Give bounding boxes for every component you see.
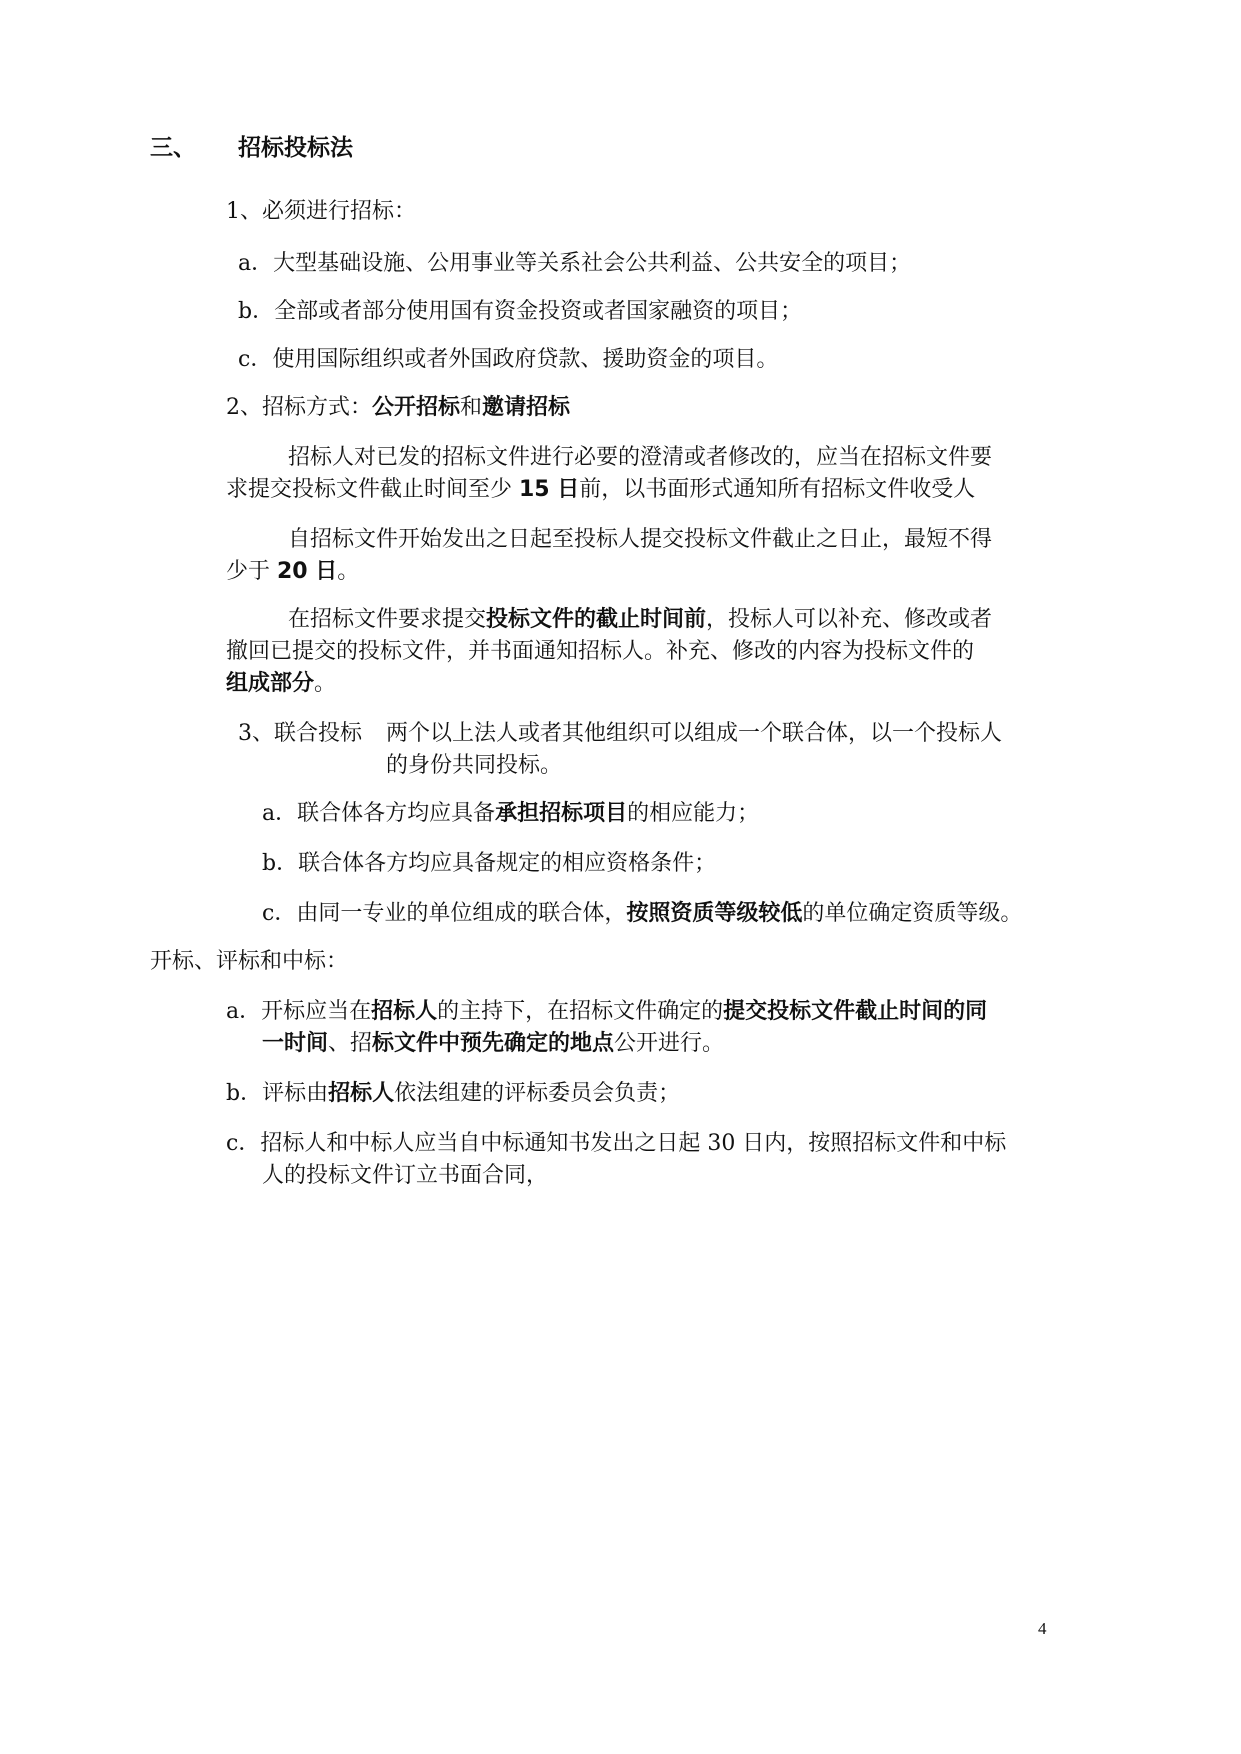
item2-method1: 公开招标 [372,395,461,420]
item3-label: 3、联合投标 [238,721,362,746]
opening-b-bold: 招标人 [328,1081,395,1106]
opening-a-line2-bold1: 一时间 [262,1031,329,1056]
item3-desc-line1: 两个以上法人或者其他组织可以组成一个联合体，以一个投标人 [386,721,1003,746]
item3-c-post: 的单位确定资质等级。 [802,901,1023,926]
item2-line [226,393,570,423]
item2-p3-component: 组成部分 [226,671,315,696]
item2-p1-line2 [226,475,975,505]
item1-title: 1、必须进行招标： [226,199,416,224]
item3-desc-line2: 的身份共同投标。 [386,753,563,778]
item2-and: 和 [460,395,483,420]
page-number: 4 [1038,1619,1047,1638]
item3-a-bold: 承担招标项目 [495,801,628,826]
item3-a [262,799,759,829]
item2-p2-days: 20 日 [277,559,338,584]
opening-a-bold1: 招标人 [371,999,438,1024]
item2-p3-text-b: ，投标人可以补充、修改或者 [706,607,993,632]
section-number: 三、 [150,135,196,161]
item1-b: b．全部或者部分使用国有资金投资或者国家融资的项目； [238,299,803,324]
item2-p2-text-a: 少于 [226,559,277,584]
opening-a-line2-bold2: 标文件中预先确定的地点 [372,1031,615,1056]
item2-method2: 邀请招标 [482,395,571,420]
item2-p3-line3 [226,669,336,699]
item3-b: b．联合体各方均应具备规定的相应资格条件； [262,851,717,876]
opening-a-pre: a．开标应当在 [226,999,372,1024]
opening-c-line2: 人的投标文件订立书面合同， [262,1163,549,1188]
opening-b [226,1079,680,1109]
opening-title: 开标、评标和中标： [150,949,349,974]
item2-p3-line1 [288,605,992,635]
item3-a-post: 的相应能力； [627,801,760,826]
item2-p3-deadline: 投标文件的截止时间前 [486,607,707,632]
item2-p3-end: 。 [314,671,337,696]
opening-a-bold2: 提交投标文件截止时间的同 [723,999,988,1024]
item2-p1-text-a: 求提交投标文件截止时间至少 [226,477,519,502]
item2-p2-text-b: 。 [337,559,360,584]
opening-b-pre: b．评标由 [226,1081,329,1106]
opening-a-line1 [226,997,987,1027]
opening-a-line2 [262,1029,724,1059]
item1-c: c．使用国际组织或者外国政府贷款、援助资金的项目。 [238,347,779,372]
item3-c [262,899,1022,929]
item2-p1-text-b: 前，以书面形式通知所有招标文件收受人 [579,477,976,502]
item2-p3-line2: 撤回已提交的投标文件，并书面通知招标人。补充、修改的内容为投标文件的 [226,639,975,664]
item2-p2-line1: 自招标文件开始发出之日起至投标人提交投标文件截止之日止，最短不得 [288,527,993,552]
item3-c-pre: c．由同一专业的单位组成的联合体， [262,901,627,926]
item2-p2-line2 [226,557,359,587]
item2-p3-text-a: 在招标文件要求提交 [288,607,487,632]
opening-a-line2-post: 公开进行。 [614,1031,725,1056]
item3-a-pre: a．联合体各方均应具备 [262,801,496,826]
item2-prefix: 2、招标方式： [226,395,372,420]
opening-a-mid: 的主持下，在招标文件确定的 [437,999,724,1024]
opening-a-line2-mid: 、招 [328,1031,373,1056]
opening-c-line1: c．招标人和中标人应当自中标通知书发出之日起 30 日内，按照招标文件和中标 [226,1131,1007,1156]
item1-a: a．大型基础设施、公用事业等关系社会公共利益、公共安全的项目； [238,251,912,276]
section-title: 招标投标法 [238,135,353,161]
item2-p1-line1: 招标人对已发的招标文件进行必要的澄清或者修改的，应当在招标文件要 [288,445,993,470]
item2-p1-days: 15 日 [519,477,580,502]
opening-b-post: 依法组建的评标委员会负责； [394,1081,681,1106]
item3-c-bold: 按照资质等级较低 [626,901,803,926]
